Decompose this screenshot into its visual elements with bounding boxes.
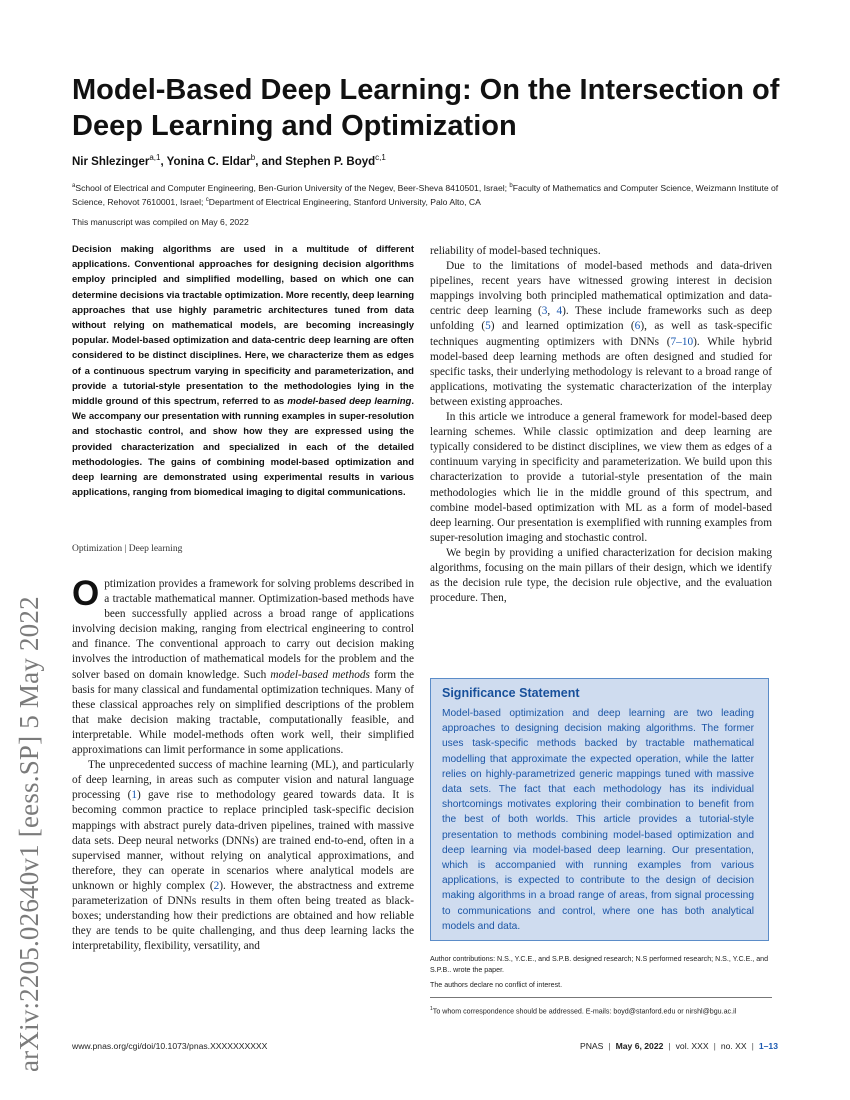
affiliation-marker: c: [205, 197, 209, 204]
affiliation-text: School of Electrical and Computer Engineering, Ben-Gurion University of the Negev, Beer-Sheva 8410501, Israel;: [75, 182, 510, 193]
footer-separator: |: [668, 1041, 671, 1051]
citation-link[interactable]: 6: [634, 320, 641, 333]
left-column-body: [72, 574, 414, 954]
footnote-marker: 1: [430, 1006, 433, 1012]
author-contributions-footnote: Author contributions: N.S., Y.C.E., and S.P.B. designed research; N.S performed research; N.S., Y.C.E., and S.P.B.. wrote the paper.: [430, 955, 769, 974]
paragraph-text: ). While hybrid model-based deep learning methods are often designed and studied for specific tasks, their underlying methodology is relevant to a broad range of applications, motivating the systematic characterization of the interplay between existing approaches.: [430, 335, 772, 408]
paragraph-text: Due to the limitations of model-based methods and data-driven pipelines, recent years have witnessed growing interest in decision mappings involving both principled mathematical optimization and data-centric deep learning (: [430, 260, 772, 318]
issue-number: no. XX: [720, 1041, 747, 1051]
significance-text: Model-based optimization and deep learning are two leading approaches to designing decision making algorithms. The former uses task-specific methods backed by tractable mathematical modelling that approximate the expected operation, while the latter relies on highly-parametrized generic mappings tuned with massive data sets. The fact that each methodology has its individual shortcomings motivates exploring their combination to benefit from the best of both worlds. This article provides a tutorial-style presentation to methods combining model-based optimization and deep learning via model-based deep learning. Our presentation, which is accompanied with running examples from various applications, is expected to contribute to the design of decision making algorithms in a broad range of areas, from signal processing to communications and control, where one has both analytical models and data.: [442, 708, 754, 932]
page-range: 1–13: [758, 1041, 778, 1051]
body-paragraph: In this article we introduce a general framework for model-based deep learning schemes. While classic optimization and deep learning are typically considered to be distinct disciplines, we view them as edges of a continuum varying in specificity and parameterization. We build upon this characterization to provide a tutorial-style presentation of the main methodologies which lie in the middle ground of this spectrum, and combine model-based optimization with ML as a form of model-based deep learning. Our presentation is exemplified with running examples from super-resolution imaging and stochastic control.: [430, 411, 772, 544]
abstract-text: Decision making algorithms are used in a multitude of different applications. Conventional approaches for designing decision algorithms employ principled and simplified modelling, based on which one can determine decisions via tractable optimization. More recently, deep learning approaches that use highly parametric architectures tuned from data without relying on mathematical models, are becoming increasingly popular. Model-based optimization and data-centric deep learning are often considered to be distinct disciplines. Here, we characterize them as edges of a continuous spectrum varying in specificity and parameterization, and provide a tutorial-style presentation to the methodologies lying in the middle ground of this spectrum, referred to as: [72, 244, 414, 408]
journal-name: PNAS: [579, 1041, 604, 1051]
paper-title: Model-Based Deep Learning: On the Intersection of Deep Learning and Optimization: [72, 74, 780, 142]
continued-paragraph: reliability of model-based techniques.: [430, 245, 601, 257]
footer-separator: |: [751, 1041, 754, 1051]
affiliation-text: Department of Electrical Engineering, Stanford University, Palo Alto, CA: [208, 197, 481, 208]
author-separator: , and: [255, 155, 286, 168]
affiliation-marker: b: [509, 183, 513, 189]
citation-link[interactable]: 4: [556, 305, 563, 318]
paragraph-text: ) gave rise to methodology geared towards data. It is becoming common practice to replace principled task-specific decision mappings with abstract purely data-driven pipelines, trained with massive data sets. Deep neural networks (DNNs) are trained end-to-end, often in a supervised manner, without relying on analytical approximations, and therefore, they can operate in scenarios where analytical models are unknown or highly complex (: [72, 789, 414, 892]
affiliations: [72, 180, 784, 209]
abstract-text: . We accompany our presentation with running examples in super-resolution and stochastic control, and show how they are expressed using the provided characterization and specialized in each of the detailed methodologies. The gains of combining model-based optimization and deep learning are demonstrated using experimental results in various applications, ranging from biomedical imaging to digital communications.: [72, 396, 414, 499]
drop-cap: O: [72, 574, 100, 613]
author-separator: ,: [160, 155, 167, 168]
citation-link[interactable]: 7–10: [670, 335, 694, 348]
footer-separator: |: [608, 1041, 611, 1051]
right-column-body: [430, 244, 772, 606]
author-affiliation-marker: a,1: [149, 153, 161, 162]
citation-link[interactable]: 3: [541, 305, 548, 318]
significance-heading: Significance Statement: [442, 686, 580, 700]
affiliation-text: Faculty of Mathematics and Computer Science, Weizmann Institute of Science, Rehovot 7610001, Israel;: [72, 182, 779, 208]
abstract: [72, 242, 414, 500]
correspondence-text: To whom correspondence should be addressed. E-mails: boyd@stanford.edu or nirshl@bgu.ac.il: [432, 1007, 737, 1016]
footer-separator: |: [713, 1041, 716, 1051]
significance-statement-box: [430, 678, 769, 941]
paragraph-text: form the basis for many classical and fundamental optimization techniques. Many of these classical approaches rely on simplified descriptions of the problem that make decision making tractable, computationally feasible, and interpretable. While model-methods often work well, their simplified approximations can limit performance in some applications.: [72, 668, 414, 757]
compiled-date-note: This manuscript was compiled on May 6, 2022: [72, 217, 249, 227]
correspondence-footnote: [430, 1004, 772, 1017]
affiliation-marker: a: [72, 183, 76, 189]
body-paragraph: [430, 259, 772, 410]
doi-url[interactable]: www.pnas.org/cgi/doi/10.1073/pnas.XXXXXXXXXX: [72, 1041, 268, 1051]
footnote-divider: [430, 997, 772, 998]
author-name: Yonina C. Eldar: [166, 155, 251, 168]
paragraph-text: ). However, the abstractness and extreme parameterization of DNNs results in them often being treated as black-boxes; understanding how their predictions are obtained and how reliable they are tends to be quite challenging, and thus deep learning lacks the interpretability, flexibility, versatility, and: [72, 879, 414, 953]
volume-number: vol. XXX: [675, 1041, 709, 1051]
author-list: [72, 153, 792, 168]
author-affiliation-marker: c,1: [375, 153, 386, 162]
emphasis-term: model-based methods: [270, 668, 370, 681]
journal-footer: [528, 1041, 778, 1051]
intro-paragraph: [72, 574, 414, 758]
citation-link[interactable]: 2: [213, 879, 220, 892]
author-name: Nir Shlezinger: [72, 155, 150, 168]
paragraph-text: ,: [547, 305, 557, 318]
abstract-emphasis: model-based deep learning: [287, 396, 412, 408]
conflict-of-interest-footnote: The authors declare no conflict of interest.: [430, 981, 563, 989]
citation-link[interactable]: 1: [131, 789, 137, 802]
paragraph-text: ptimization provides a framework for solving problems described in a tractable mathematical manner. Optimization-based methods have been successfully applied across a broad range of applications involving decision making, ranging from electrical engineering to control and finance. The conventional approach to carry out decision making involves the introduction of mathematical models for the problem and the solver based on domain knowledge. Such: [72, 578, 414, 681]
publication-date: May 6, 2022: [615, 1041, 664, 1051]
keywords: Optimization | Deep learning: [72, 544, 183, 554]
body-paragraph: [72, 758, 414, 954]
citation-link[interactable]: 5: [485, 320, 491, 333]
paragraph-text: ) and learned optimization (: [490, 320, 635, 333]
author-name: Stephen P. Boyd: [285, 155, 376, 168]
author-affiliation-marker: b: [250, 153, 256, 162]
paragraph-text: ). These include frameworks such as deep unfolding (: [430, 305, 772, 333]
paragraph-text: ), as well as task-specific techniques augmenting optimizers with DNNs (: [430, 320, 772, 348]
paragraph-text: The unprecedented success of machine learning (ML), and particularly of deep learning, in areas such as computer vision and natural language processing (: [72, 759, 414, 802]
arxiv-identifier-stamp: arXiv:2205.02640v1 [eess.SP] 5 May 2022: [14, 596, 44, 1072]
body-paragraph: We begin by providing a unified characterization for decision making algorithms, focusing on the main pillars of their design, which we identify as the decision rule type, the decision rule objective, and the evaluation procedure. Then,: [430, 546, 772, 605]
